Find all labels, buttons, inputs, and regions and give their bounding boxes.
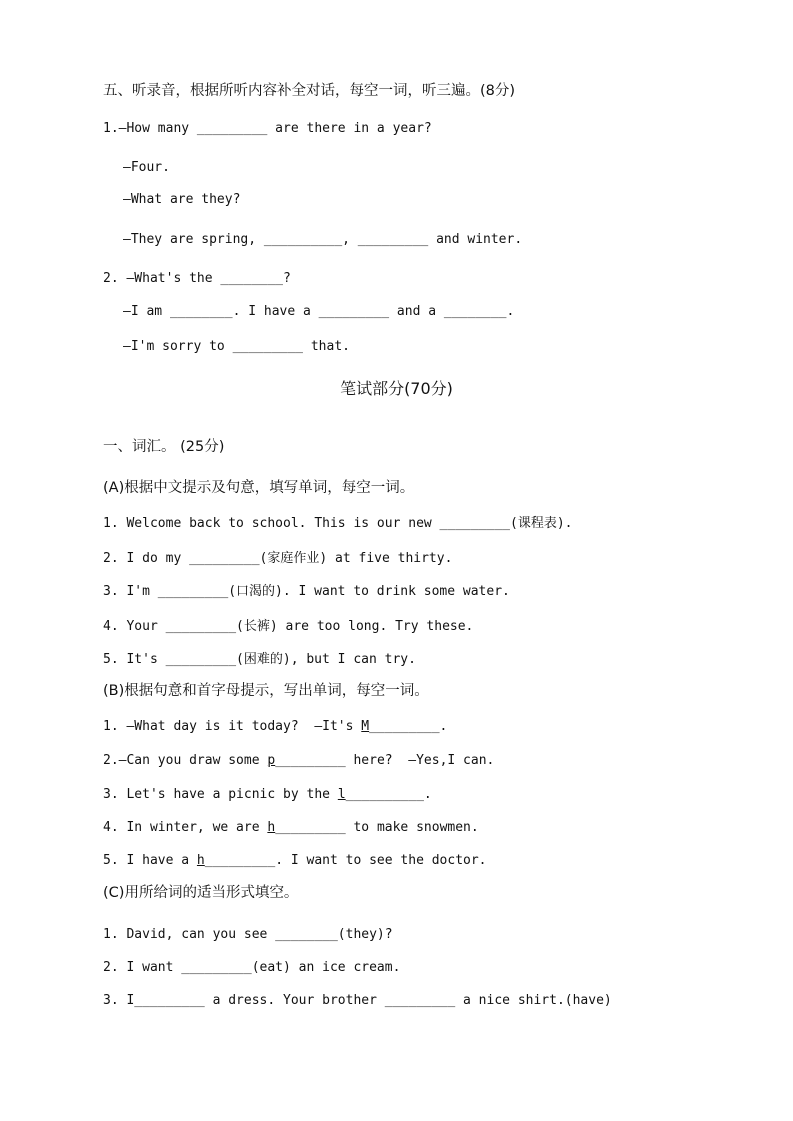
line-text: —They are spring, __________, _________ and winter. [123, 232, 523, 247]
initial-letter-hint: p [267, 753, 276, 768]
line-text: (A)根据中文提示及句意，填写单词，每空一词。 [103, 480, 415, 496]
question-line [103, 121, 432, 137]
section-heading [103, 439, 224, 455]
question-line [103, 753, 494, 769]
line-text: 1. David, can you see ________(they)? [103, 927, 393, 942]
question-line [123, 192, 240, 208]
question-line [103, 820, 479, 836]
line-text: (C)用所给词的适当形式填空。 [103, 885, 299, 901]
question-line [103, 584, 510, 600]
line-text: 5. It's _________(困难的), but I can try. [103, 652, 416, 667]
line-text: 4. Your _________(长裤) are too long. Try these. [103, 619, 474, 634]
initial-letter-hint: h [267, 820, 276, 835]
section-heading [103, 480, 414, 496]
initial-letter-hint: l [337, 787, 346, 802]
line-text: —Four. [123, 160, 170, 175]
question-line [103, 960, 400, 976]
line-text: 1. Welcome back to school. This is our new _________(课程表). [103, 516, 573, 531]
line-text: 笔试部分(70分) [340, 379, 453, 398]
line-text: 3. Let's have a picnic by the [103, 787, 338, 802]
section-heading [103, 683, 429, 699]
line-text: 五、听录音，根据所听内容补全对话，每空一词，听三遍。(8分) [103, 83, 516, 99]
line-text: —What are they? [123, 192, 241, 207]
question-line [103, 787, 432, 803]
question-line [103, 516, 572, 532]
question-line [103, 993, 612, 1009]
question-line [103, 927, 393, 943]
section-heading [103, 83, 515, 99]
line-text: 3. I_________ a dress. Your brother _________ a nice shirt.(have) [103, 993, 612, 1008]
line-text: __________. [345, 787, 432, 802]
line-text: 3. I'm _________(口渴的). I want to drink some water. [103, 584, 510, 599]
line-text: (B)根据句意和首字母提示，写出单词，每空一词。 [103, 683, 429, 699]
line-text: _________ to make snowmen. [275, 820, 479, 835]
question-line [103, 551, 452, 567]
question-line [103, 271, 291, 287]
initial-letter-hint: M [361, 719, 370, 734]
line-text: _________ here? —Yes,I can. [275, 753, 495, 768]
question-line [123, 304, 514, 320]
question-line [103, 652, 416, 668]
line-text: _________. I want to see the doctor. [204, 853, 487, 868]
line-text: 2. I want _________(eat) an ice cream. [103, 960, 401, 975]
question-line [123, 232, 522, 248]
line-text: 一、词汇。 (25分) [103, 439, 225, 455]
line-text: 2. I do my _________(家庭作业) at five thirty. [103, 551, 453, 566]
line-text: —I am ________. I have a _________ and a ________. [123, 304, 515, 319]
section-title [0, 381, 793, 397]
section-heading [103, 885, 298, 901]
line-text: 5. I have a [103, 853, 197, 868]
line-text: _________. [369, 719, 448, 734]
line-text: 4. In winter, we are [103, 820, 268, 835]
question-line [123, 339, 350, 355]
line-text: 1. —What day is it today? —It's [103, 719, 362, 734]
question-line [103, 719, 447, 735]
line-text: —I'm sorry to _________ that. [123, 339, 350, 354]
question-line [103, 619, 473, 635]
line-text: 2. —What's the ________? [103, 271, 291, 286]
question-line [103, 853, 487, 869]
line-text: 2.—Can you draw some [103, 753, 268, 768]
initial-letter-hint: h [196, 853, 205, 868]
line-text: 1.—How many _________ are there in a year? [103, 121, 432, 136]
question-line [123, 160, 170, 176]
